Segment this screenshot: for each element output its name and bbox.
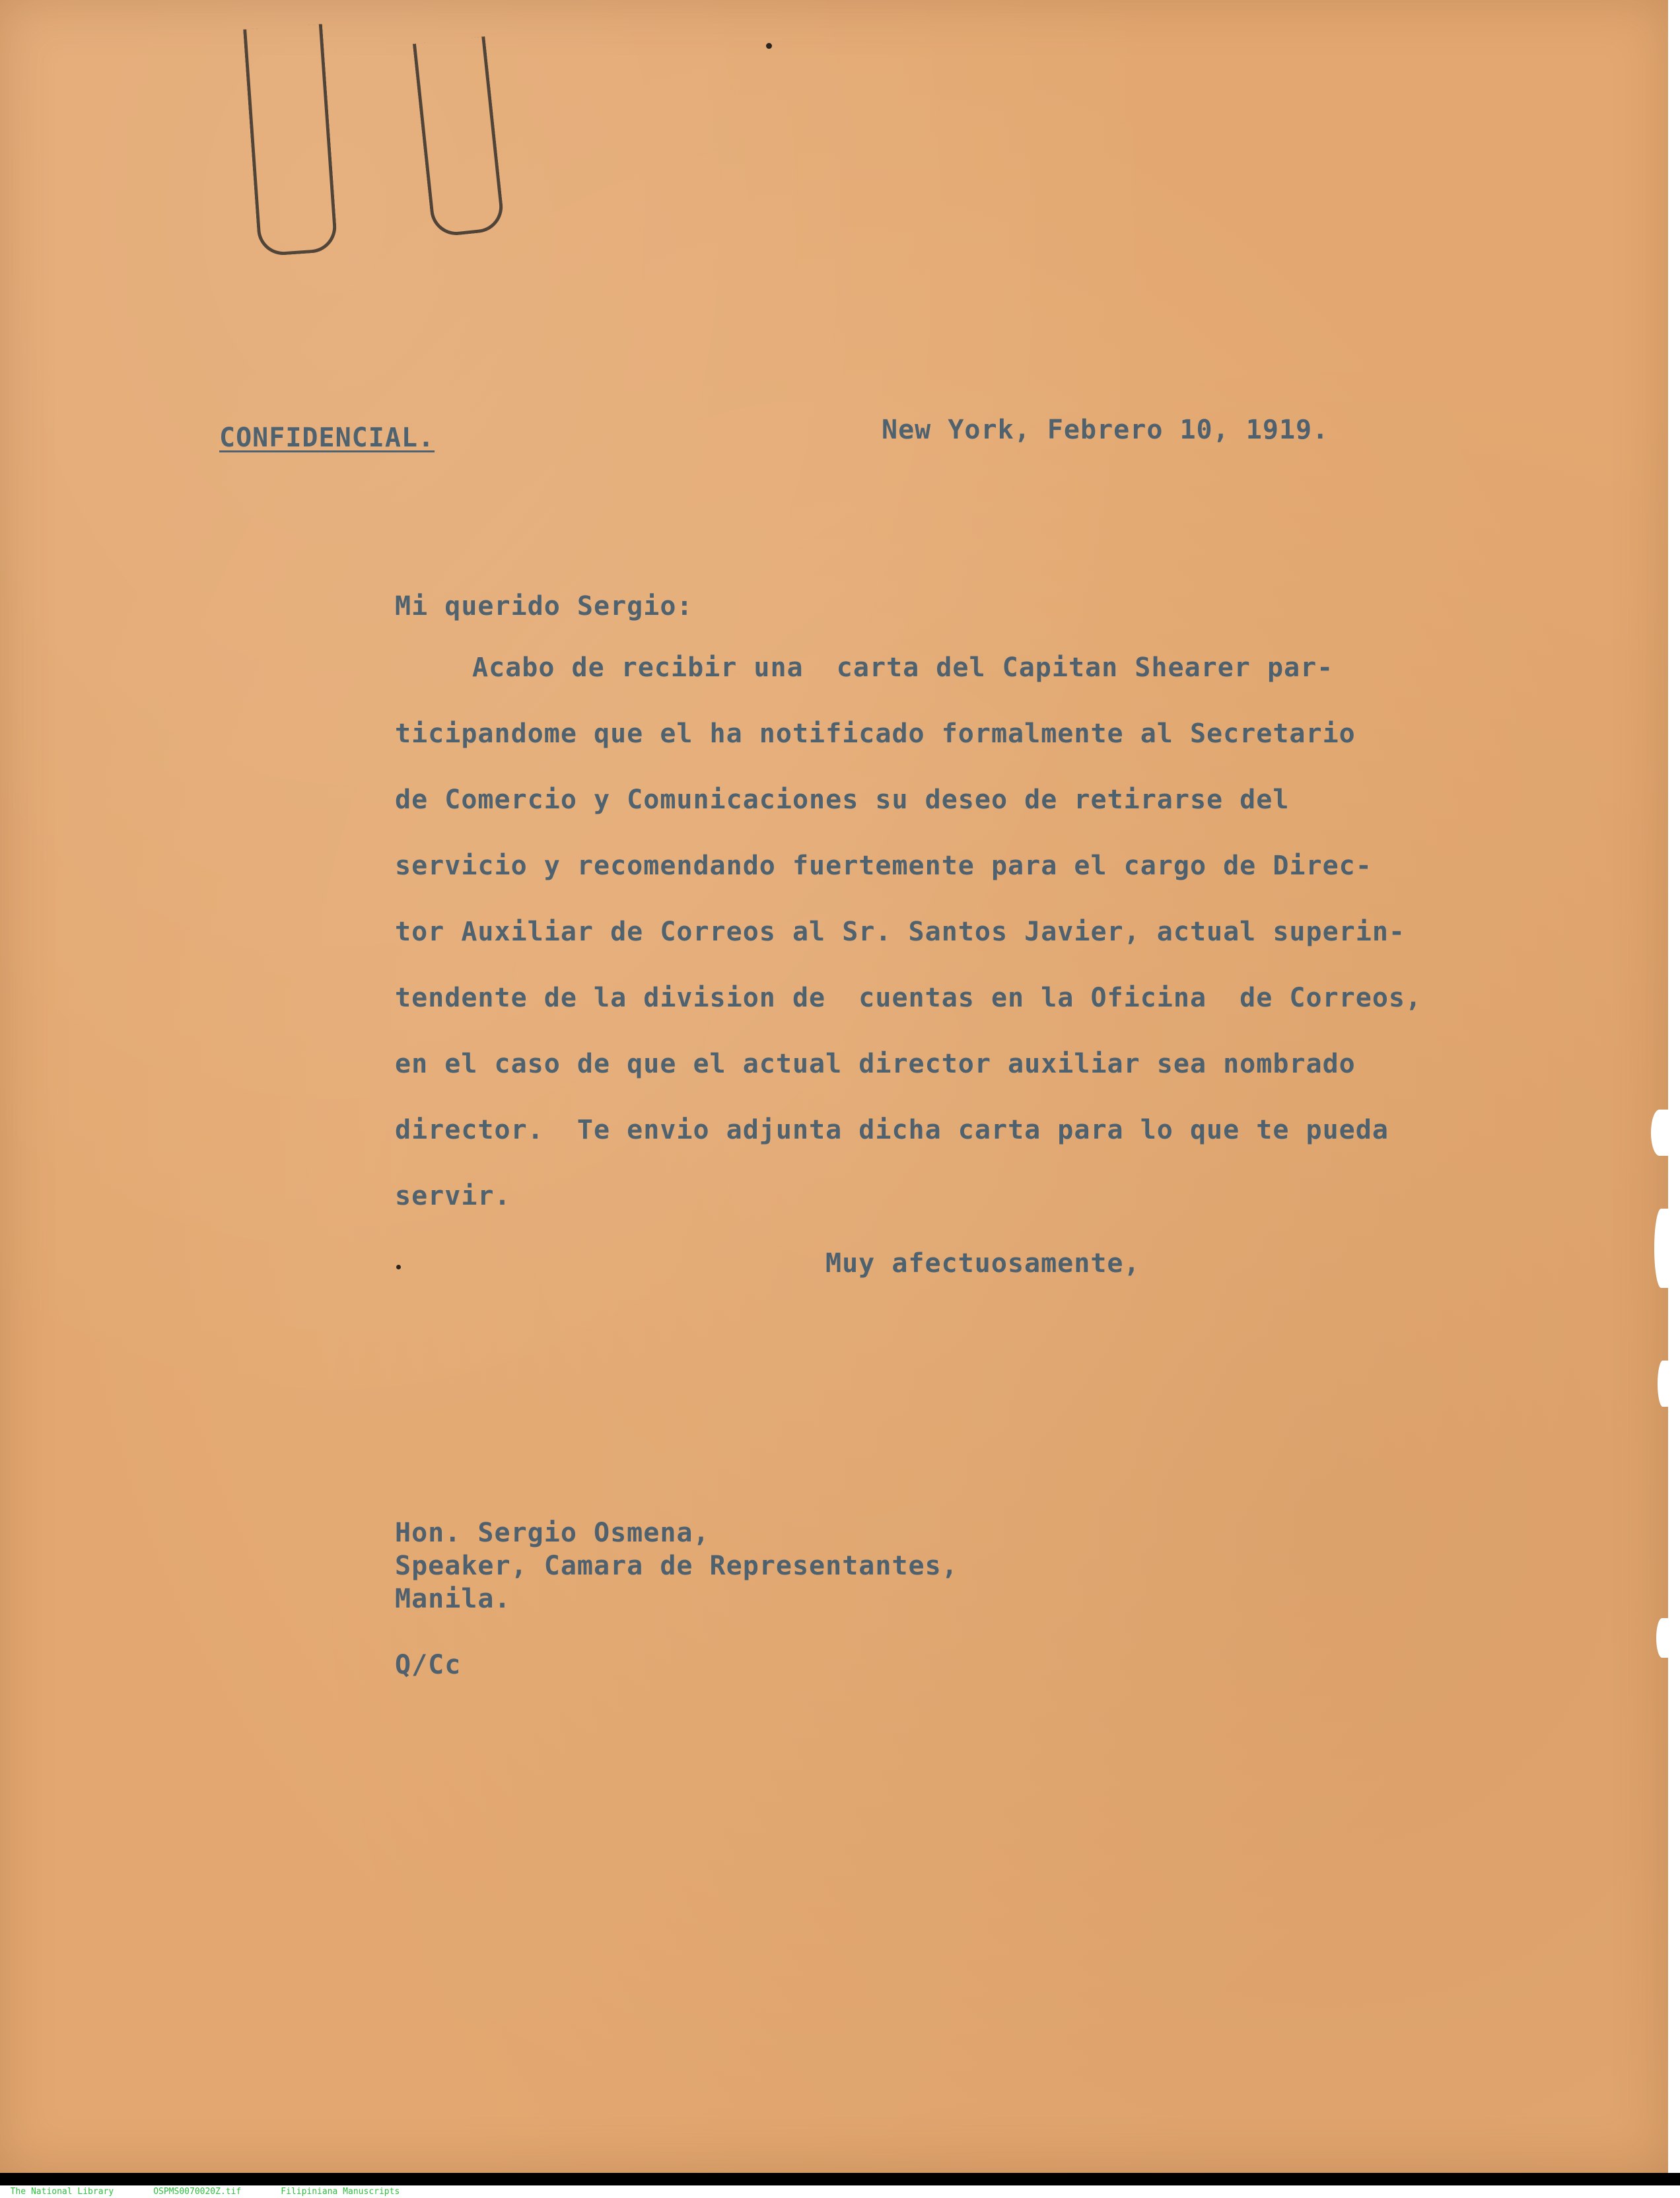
- body-line: de Comercio y Comunicaciones su deseo de retirarse del: [395, 785, 1290, 815]
- ink-speck: [396, 1265, 401, 1269]
- body-line: servicio y recomendando fuertemente para el cargo de Direc-: [395, 851, 1372, 881]
- place-date: New York, Febrero 10, 1919.: [882, 415, 1329, 445]
- body-line: tendente de la division de cuentas en la Oficina de Correos,: [395, 983, 1422, 1013]
- scan-footer: [0, 2173, 1680, 2197]
- body-line: director. Te envio adjunta dicha carta para lo que te pueda: [395, 1115, 1389, 1145]
- body-line: Acabo de recibir una carta del Capitan Shearer par-: [472, 653, 1334, 683]
- body-line: ticipandome que el ha notificado formalmente al Secretario: [395, 719, 1356, 749]
- confidential-heading: CONFIDENCIAL.: [219, 423, 435, 453]
- closing: Muy afectuosamente,: [825, 1248, 1140, 1279]
- addressee-line: Manila.: [395, 1584, 511, 1614]
- torn-edge: [1651, 1110, 1668, 1156]
- staple-mark-left: [243, 24, 338, 257]
- torn-edge: [1658, 1361, 1668, 1407]
- typist-initials: Q/Cc: [395, 1650, 462, 1680]
- salutation: Mi querido Sergio:: [395, 591, 693, 621]
- footer-library: The National Library: [10, 2187, 114, 2197]
- addressee-line: Speaker, Camara de Representantes,: [395, 1551, 958, 1581]
- body-line: tor Auxiliar de Correos al Sr. Santos Javier, actual superin-: [395, 917, 1406, 947]
- addressee-line: Hon. Sergio Osmena,: [395, 1518, 710, 1548]
- body-line: en el caso de que el actual director auxiliar sea nombrado: [395, 1049, 1356, 1079]
- ink-speck: [766, 43, 772, 49]
- torn-edge: [1654, 1209, 1668, 1288]
- footer-collection: Filipiniana Manuscripts: [281, 2187, 400, 2197]
- footer-file-id: OSPMS0070020Z.tif: [153, 2187, 242, 2197]
- staple-mark-right: [413, 36, 505, 238]
- body-line: servir.: [395, 1181, 511, 1211]
- torn-edge: [1656, 1618, 1668, 1658]
